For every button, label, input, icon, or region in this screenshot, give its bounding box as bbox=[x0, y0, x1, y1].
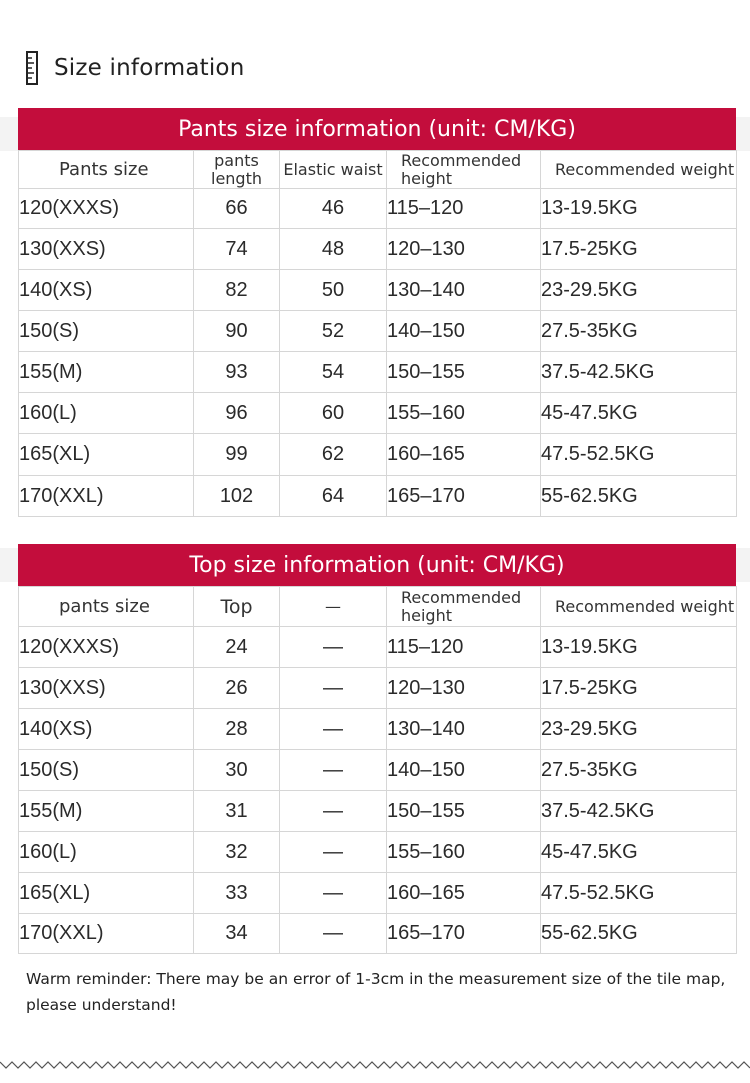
dash-cell: — bbox=[280, 873, 387, 914]
pants-size-table bbox=[18, 150, 737, 517]
height-cell: 140–150 bbox=[387, 311, 541, 352]
column-header: Top bbox=[194, 587, 280, 627]
height-cell: 115–120 bbox=[387, 189, 541, 229]
top-size-table bbox=[18, 586, 737, 954]
size-cell: 170(XXL) bbox=[19, 476, 194, 517]
length-cell: 90 bbox=[194, 311, 280, 352]
top-cell: 30 bbox=[194, 750, 280, 791]
size-cell: 130(XXS) bbox=[19, 668, 194, 709]
weight-cell: 55-62.5KG bbox=[541, 914, 737, 954]
dash-cell: — bbox=[280, 791, 387, 832]
column-header: pants size bbox=[19, 587, 194, 627]
column-header: Recommended height bbox=[387, 151, 541, 189]
size-cell: 140(XS) bbox=[19, 709, 194, 750]
size-cell: 150(S) bbox=[19, 311, 194, 352]
warm-reminder: Warm reminder: There may be an error of 1-3cm in the measurement size of the tile map, please understand! bbox=[26, 970, 726, 1014]
length-cell: 102 bbox=[194, 476, 280, 517]
weight-cell: 47.5-52.5KG bbox=[541, 434, 737, 476]
height-cell: 115–120 bbox=[387, 627, 541, 668]
table-row bbox=[19, 311, 737, 352]
weight-cell: 55-62.5KG bbox=[541, 476, 737, 517]
length-cell: 93 bbox=[194, 352, 280, 393]
column-header: Recommended weight bbox=[541, 151, 737, 189]
height-cell: 165–170 bbox=[387, 914, 541, 954]
weight-cell: 13-19.5KG bbox=[541, 189, 737, 229]
weight-cell: 17.5-25KG bbox=[541, 668, 737, 709]
height-cell: 160–165 bbox=[387, 434, 541, 476]
pants-banner: Pants size information (unit: CM/KG) bbox=[18, 108, 736, 150]
length-cell: 74 bbox=[194, 229, 280, 270]
waist-cell: 48 bbox=[280, 229, 387, 270]
top-cell: 31 bbox=[194, 791, 280, 832]
waist-cell: 52 bbox=[280, 311, 387, 352]
weight-cell: 23-29.5KG bbox=[541, 709, 737, 750]
length-cell: 82 bbox=[194, 270, 280, 311]
height-cell: 140–150 bbox=[387, 750, 541, 791]
weight-cell: 13-19.5KG bbox=[541, 627, 737, 668]
size-cell: 140(XS) bbox=[19, 270, 194, 311]
top-banner: Top size information (unit: CM/KG) bbox=[18, 544, 736, 586]
size-cell: 160(L) bbox=[19, 832, 194, 873]
column-header: pants length bbox=[194, 151, 280, 189]
table-row bbox=[19, 189, 737, 229]
waist-cell: 64 bbox=[280, 476, 387, 517]
weight-cell: 27.5-35KG bbox=[541, 311, 737, 352]
weight-cell: 45-47.5KG bbox=[541, 393, 737, 434]
dash-cell: — bbox=[280, 750, 387, 791]
zigzag-divider bbox=[0, 1058, 750, 1072]
height-cell: 150–155 bbox=[387, 352, 541, 393]
table-row bbox=[19, 627, 737, 668]
table-header-row bbox=[19, 151, 737, 189]
length-cell: 96 bbox=[194, 393, 280, 434]
table-row bbox=[19, 791, 737, 832]
top-cell: 34 bbox=[194, 914, 280, 954]
waist-cell: 62 bbox=[280, 434, 387, 476]
length-cell: 66 bbox=[194, 189, 280, 229]
size-cell: 165(XL) bbox=[19, 434, 194, 476]
table-row bbox=[19, 393, 737, 434]
height-cell: 155–160 bbox=[387, 393, 541, 434]
table-row bbox=[19, 668, 737, 709]
section-header bbox=[26, 50, 244, 86]
height-cell: 130–140 bbox=[387, 270, 541, 311]
table-row bbox=[19, 709, 737, 750]
dash-cell: — bbox=[280, 668, 387, 709]
size-cell: 155(M) bbox=[19, 791, 194, 832]
weight-cell: 37.5-42.5KG bbox=[541, 791, 737, 832]
top-cell: 32 bbox=[194, 832, 280, 873]
dash-cell: — bbox=[280, 627, 387, 668]
table-row bbox=[19, 352, 737, 393]
weight-cell: 27.5-35KG bbox=[541, 750, 737, 791]
top-cell: 33 bbox=[194, 873, 280, 914]
height-cell: 130–140 bbox=[387, 709, 541, 750]
size-cell: 165(XL) bbox=[19, 873, 194, 914]
dash-cell: — bbox=[280, 832, 387, 873]
length-cell: 99 bbox=[194, 434, 280, 476]
column-header: Recommended height bbox=[387, 587, 541, 627]
waist-cell: 54 bbox=[280, 352, 387, 393]
table-row bbox=[19, 270, 737, 311]
table-row bbox=[19, 229, 737, 270]
height-cell: 120–130 bbox=[387, 668, 541, 709]
top-cell: 24 bbox=[194, 627, 280, 668]
size-cell: 160(L) bbox=[19, 393, 194, 434]
column-header: Recommended weight bbox=[541, 587, 737, 627]
top-cell: 26 bbox=[194, 668, 280, 709]
weight-cell: 23-29.5KG bbox=[541, 270, 737, 311]
size-cell: 150(S) bbox=[19, 750, 194, 791]
waist-cell: 50 bbox=[280, 270, 387, 311]
height-cell: 150–155 bbox=[387, 791, 541, 832]
weight-cell: 45-47.5KG bbox=[541, 832, 737, 873]
weight-cell: 47.5-52.5KG bbox=[541, 873, 737, 914]
waist-cell: 60 bbox=[280, 393, 387, 434]
table-row bbox=[19, 832, 737, 873]
table-row bbox=[19, 476, 737, 517]
dash-cell: — bbox=[280, 709, 387, 750]
top-cell: 28 bbox=[194, 709, 280, 750]
ruler-icon bbox=[26, 51, 38, 85]
height-cell: 120–130 bbox=[387, 229, 541, 270]
column-header: — bbox=[280, 587, 387, 627]
dash-cell: — bbox=[280, 914, 387, 954]
size-cell: 120(XXXS) bbox=[19, 627, 194, 668]
table-row bbox=[19, 434, 737, 476]
column-header: Pants size bbox=[19, 151, 194, 189]
table-row bbox=[19, 873, 737, 914]
table-row bbox=[19, 914, 737, 954]
waist-cell: 46 bbox=[280, 189, 387, 229]
column-header: Elastic waist bbox=[280, 151, 387, 189]
size-cell: 155(M) bbox=[19, 352, 194, 393]
height-cell: 160–165 bbox=[387, 873, 541, 914]
size-cell: 130(XXS) bbox=[19, 229, 194, 270]
size-cell: 120(XXXS) bbox=[19, 189, 194, 229]
height-cell: 155–160 bbox=[387, 832, 541, 873]
table-header-row bbox=[19, 587, 737, 627]
table-row bbox=[19, 750, 737, 791]
size-cell: 170(XXL) bbox=[19, 914, 194, 954]
weight-cell: 37.5-42.5KG bbox=[541, 352, 737, 393]
weight-cell: 17.5-25KG bbox=[541, 229, 737, 270]
page-title: Size information bbox=[54, 55, 245, 81]
height-cell: 165–170 bbox=[387, 476, 541, 517]
